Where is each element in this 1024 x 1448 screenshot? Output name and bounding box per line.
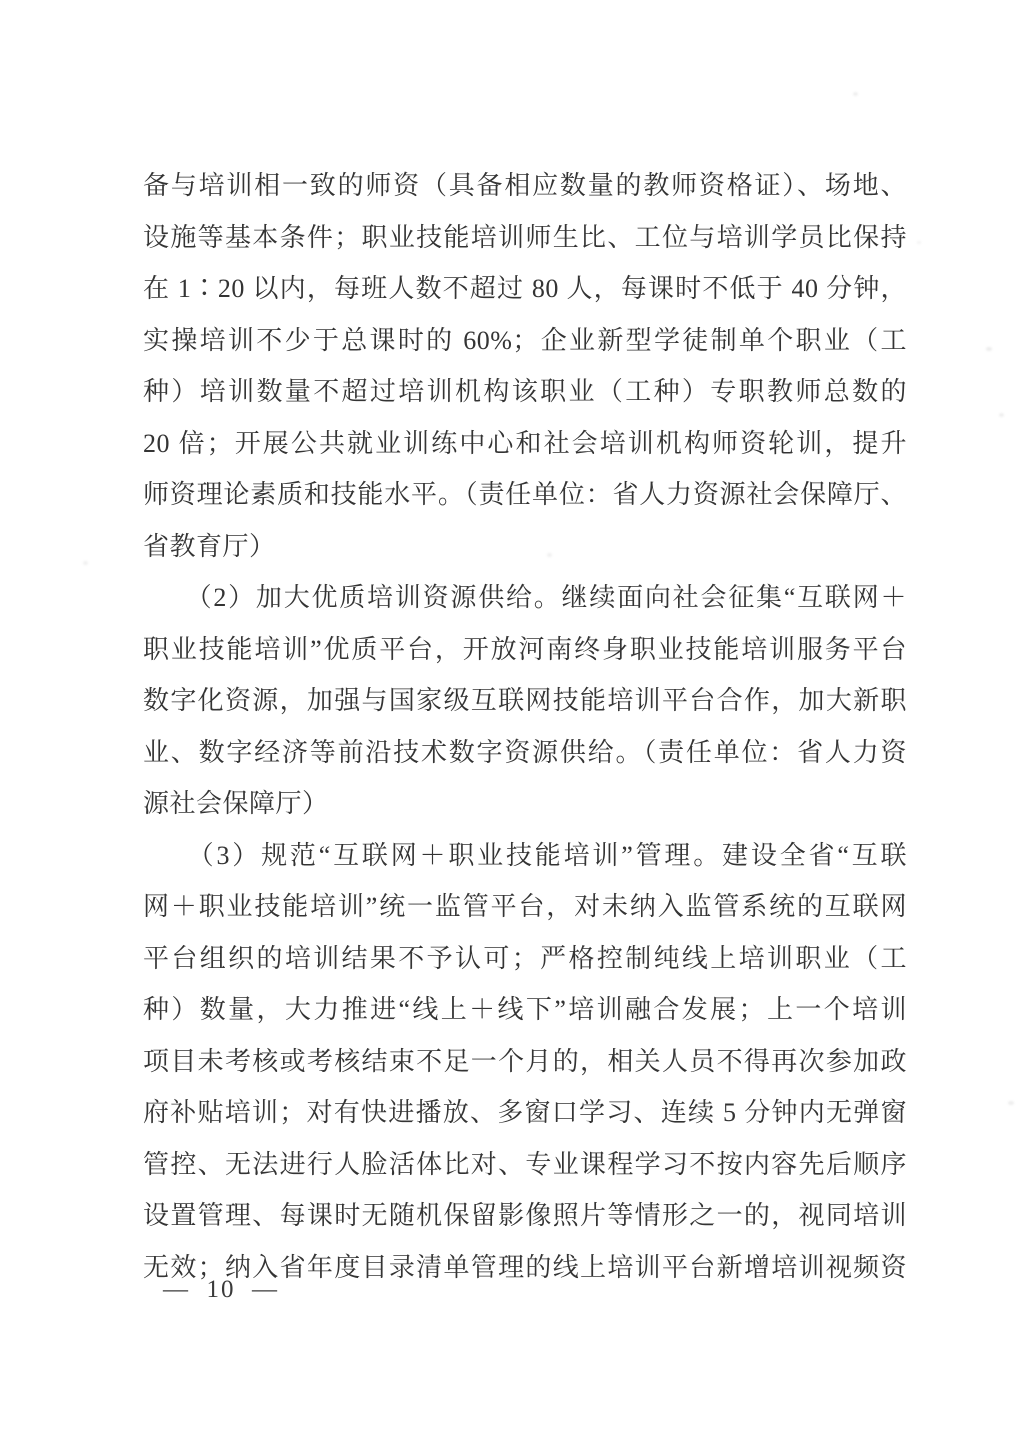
text-line-paragraph-start: （3）规范“互联网＋职业技能培训”管理。建设全省“互联 (143, 840, 907, 870)
scan-speck (917, 241, 921, 244)
text-line: 府补贴培训；对有快进播放、多窗口学习、连续 5 分钟内无弹窗 (143, 1098, 907, 1127)
text-line: 项目未考核或考核结束不足一个月的，相关人员不得再次参加政 (143, 1046, 907, 1076)
scan-speck (853, 92, 858, 96)
text-line: 备与培训相一致的师资（具备相应数量的教师资格证）、场地、 (143, 171, 907, 200)
text-line-paragraph-end: 源社会保障厅） (143, 789, 329, 818)
text-line: 业、数字经济等前沿技术数字资源供给。（责任单位：省人力资 (143, 737, 907, 767)
text-line: 数字化资源，加强与国家级互联网技能培训平台合作，加大新职 (143, 686, 907, 715)
text-line-paragraph-start: （2）加大优质培训资源供给。继续面向社会征集“互联网＋ (143, 583, 907, 612)
scan-speck (1008, 1101, 1014, 1105)
text-line: 设施等基本条件；职业技能培训师生比、工位与培训学员比保持 (143, 222, 907, 252)
text-line: 设置管理、每课时无随机保留影像照片等情形之一的，视同培训 (143, 1201, 907, 1230)
document-body (143, 160, 907, 1293)
text-line: 20 倍；开展公共就业训练中心和社会培训机构师资轮训，提升 (143, 428, 907, 458)
text-line: 管控、无法进行人脸活体比对、专业课程学习不按内容先后顺序 (143, 1149, 907, 1179)
text-line-paragraph-end: 省教育厅） (143, 531, 276, 561)
text-line: 在 1∶20 以内，每班人数不超过 80 人，每课时不低于 40 分钟， (143, 274, 907, 303)
scan-speck (986, 347, 992, 351)
text-line: 师资理论素质和技能水平。（责任单位：省人力资源社会保障厅、 (143, 480, 907, 509)
page-number: — 10 — (163, 1276, 279, 1303)
text-line: 实操培训不少于总课时的 60%；企业新型学徒制单个职业（工 (143, 325, 907, 355)
text-line: 平台组织的培训结果不予认可；严格控制纯线上培训职业（工 (143, 943, 907, 973)
text-line: 种）数量，大力推进“线上＋线下”培训融合发展；上一个培训 (143, 995, 907, 1024)
text-line: 职业技能培训”优质平台，开放河南终身职业技能培训服务平台 (143, 634, 907, 664)
text-line: 种）培训数量不超过培训机构该职业（工种）专职教师总数的 (143, 377, 907, 406)
text-line: 网＋职业技能培训”统一监管平台，对未纳入监管系统的互联网 (143, 892, 907, 921)
scan-speck (999, 413, 1004, 417)
text-line: 无效；纳入省年度目录清单管理的线上培训平台新增培训视频资 (143, 1252, 907, 1282)
scan-speck (547, 553, 552, 557)
scan-speck (83, 561, 88, 565)
